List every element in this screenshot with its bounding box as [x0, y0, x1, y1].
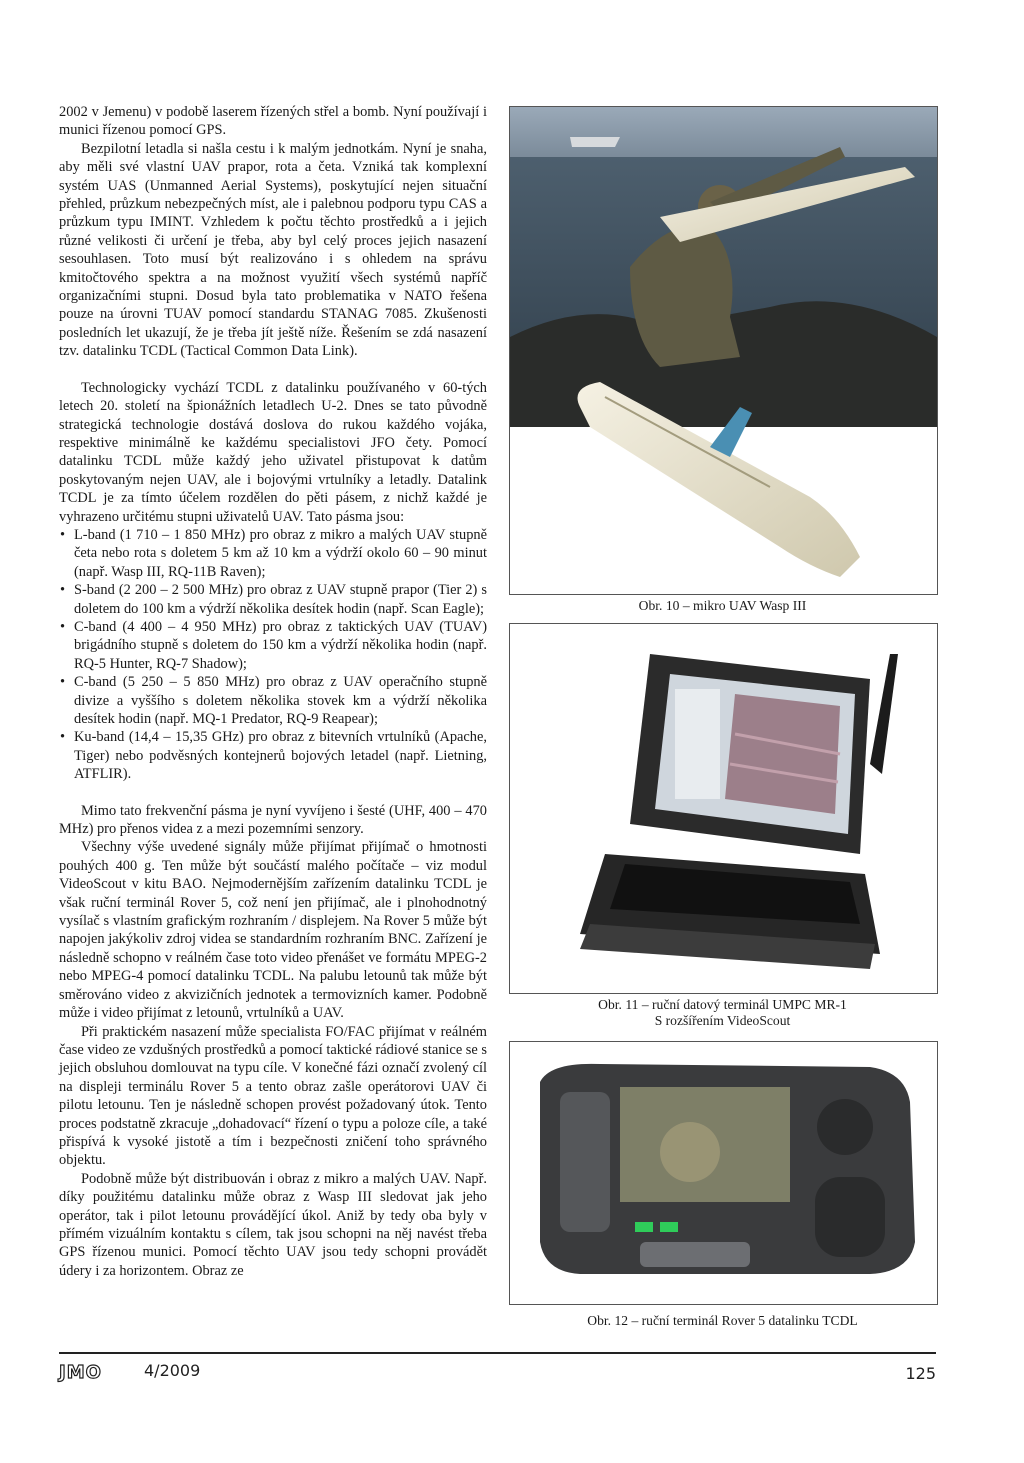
paragraph: Bezpilotní letadla si našla cestu i k malým jednotkám. Nyní je snaha, aby měli své vlastní UAV prapor, rota a četa. Vzniká tak komplexní systém UAS (Unmanned Aerial Systems), poskytující nejen situační přehled, průzkum nebezpečných míst, ale i palebnou podporu typu CAS a průzkum typu IMINT. Vzhledem k počtu těchto prostředků a i jejich různé velikosti či určení je třeba, aby byl celý proces jejich nasazení sesouhlasen. Toto musí být realizováno i s ohledem na správu kmitočtového spektra a na možnost využití všech systémů napříč organizačními stupni. Dosud byla tato problematika v NATO řešena pouze na úrovni TUAV pomocí standardu STANAG 7085. Zkušenosti posledních let ukazují, že je třeba jít ještě níže. Řešením se zdá nasazení tzv. datalinku TCDL (Tactical Common Data Link).	[59, 140, 487, 360]
figure-umpc-terminal-photo	[509, 623, 938, 994]
paragraph: Při praktickém nasazení může specialista FO/FAC přijímat v reálném čase video ze vzdušných prostředků a pomocí taktické rádiové stanice se s jejich obsluhou domlouvat na typu cíle. V konečné fázi označí zvolený cíl na displeji terminálu Rover 5 a tento obraz zašle operátorovi UAV či pilotu letounu. Ten je následně schopen provést požadovaný útok. Tento proces podstatně zkracuje „dohadovací“ řízení o typu a poloze cíle, a také přispívá k vysoké jistotě a tím i bezpečnosti zničení toho správného objektu.	[59, 1023, 487, 1169]
issue-number: 4/2009	[144, 1361, 201, 1380]
paragraph: Všechny výše uvedené signály může přijímat přijímač o hmotnosti pouhých 400 g. Ten může být součástí malého počítače – viz modul VideoScout v kitu BAO. Nejmodernějším zařízením datalinku TCDL je však ruční terminál Rover 5, což není jen přijímač, ale i plnohodnotný vysílač s vlastním grafickým rozhraním / displejem. Na Rover 5 může být napojen jakýkoliv zdroj videa se standardním rozhraním BNC. Zařízení je následně schopno v reálném čase toto video přenášet ve formátu MPEG-2 nebo MPEG-4 pomocí datalinku TCDL. Na palubu letounů tak může být směrováno video z akvizičních jednotek a termovizních kamer. Podobně může i video přijímat z letounů, vrtulníků a UAV.	[59, 839, 487, 1022]
paragraph: Technologicky vychází TCDL z datalinku používaného v 60-tých letech 20. století na špionážních letadlech U-2. Dnes se tato původně strategická technologie dostává doslova do rukou každého vojáka, respektive minimálně ke každému specialistovi JFO čety. Pomocí datalinku TCDL může každý jeho uživatel přistupovat k datům poskytovaným nejen UAV, ale i bojovými vrtulníky a letadly. Datalink TCDL je za tímto účelem rozdělen do pěti pásem, z nichž každé je vyhrazeno určitému stupni uživatelů UAV. Tato pásma jsou:	[59, 379, 487, 525]
list-item: • C-band (5 250 – 5 850 MHz) pro obraz z UAV operačního stupně divize a vyššího s doletem několika stovek km a výdrží několika desítek hodin (např. MQ-1 Predator, RQ-9 Reapear);	[59, 673, 487, 728]
page-number: 125	[905, 1364, 936, 1383]
list-item: • S-band (2 200 – 2 500 MHz) pro obraz z UAV stupně prapor (Tier 2) s doletem do 100 km a výdrží několika desítek hodin (např. Scan Eagle);	[59, 581, 487, 618]
figure-caption-line2: S rozšířením VideoScout	[654, 1013, 791, 1028]
band-list	[59, 526, 487, 784]
figure-caption: Obr. 12 – ruční terminál Rover 5 datalinku TCDL	[587, 1313, 858, 1328]
footer-rule	[59, 1352, 936, 1354]
figure-caption: Obr. 10 – mikro UAV Wasp III	[638, 598, 807, 613]
list-item: • C-band (4 400 – 4 950 MHz) pro obraz z taktických UAV (TUAV) brigádního stupně s doletem do 150 km a výdrží několika hodin (např. RQ-5 Hunter, RQ-7 Shadow);	[59, 618, 487, 673]
list-item: • Ku-band (14,4 – 15,35 GHz) pro obraz z bitevních vrtulníků (Apache, Tiger) nebo podvěsných kontejnerů bojových letadel (např. Lietning, ATFLIR).	[59, 728, 487, 783]
list-item: • L-band (1 710 – 1 850 MHz) pro obraz z mikro a malých UAV stupně četa nebo rota s doletem 5 km až 10 km a výdrží okolo 60 – 90 minut (např. Wasp III, RQ-11B Raven);	[59, 526, 487, 581]
paragraph: Podobně může být distribuován i obraz z mikro a malých UAV. Např. díky použitému datalinku může obraz z Wasp III sledovat jak jeho operátor, tak i pilot letounu provádějící úkol. Aniž by tedy oba byly v přímém vizuálním kontaktu s cílem, tak jsou schopni na něj navést třeba GPS řízenou munici. Pomocí těchto UAV jsou tedy schopni provádět údery i za horizontem. Obraz ze	[59, 1170, 487, 1279]
journal-logo: JMO	[59, 1362, 102, 1383]
figure-rover5-terminal-photo	[509, 1041, 938, 1305]
figure-wasp-iii-photo	[509, 106, 938, 595]
paragraph: 2002 v Jemenu) v podobě laserem řízených střel a bomb. Nyní používají i munici řízenou pomocí GPS.	[59, 104, 487, 139]
paragraph: Mimo tato frekvenční pásma je nyní vyvíjeno i šesté (UHF, 400 – 470 MHz) pro přenos videa z a mezi pozemními senzory.	[59, 802, 487, 838]
figure-caption: Obr. 11 – ruční datový terminál UMPC MR-1	[598, 997, 847, 1012]
article-text-column	[59, 103, 487, 1280]
